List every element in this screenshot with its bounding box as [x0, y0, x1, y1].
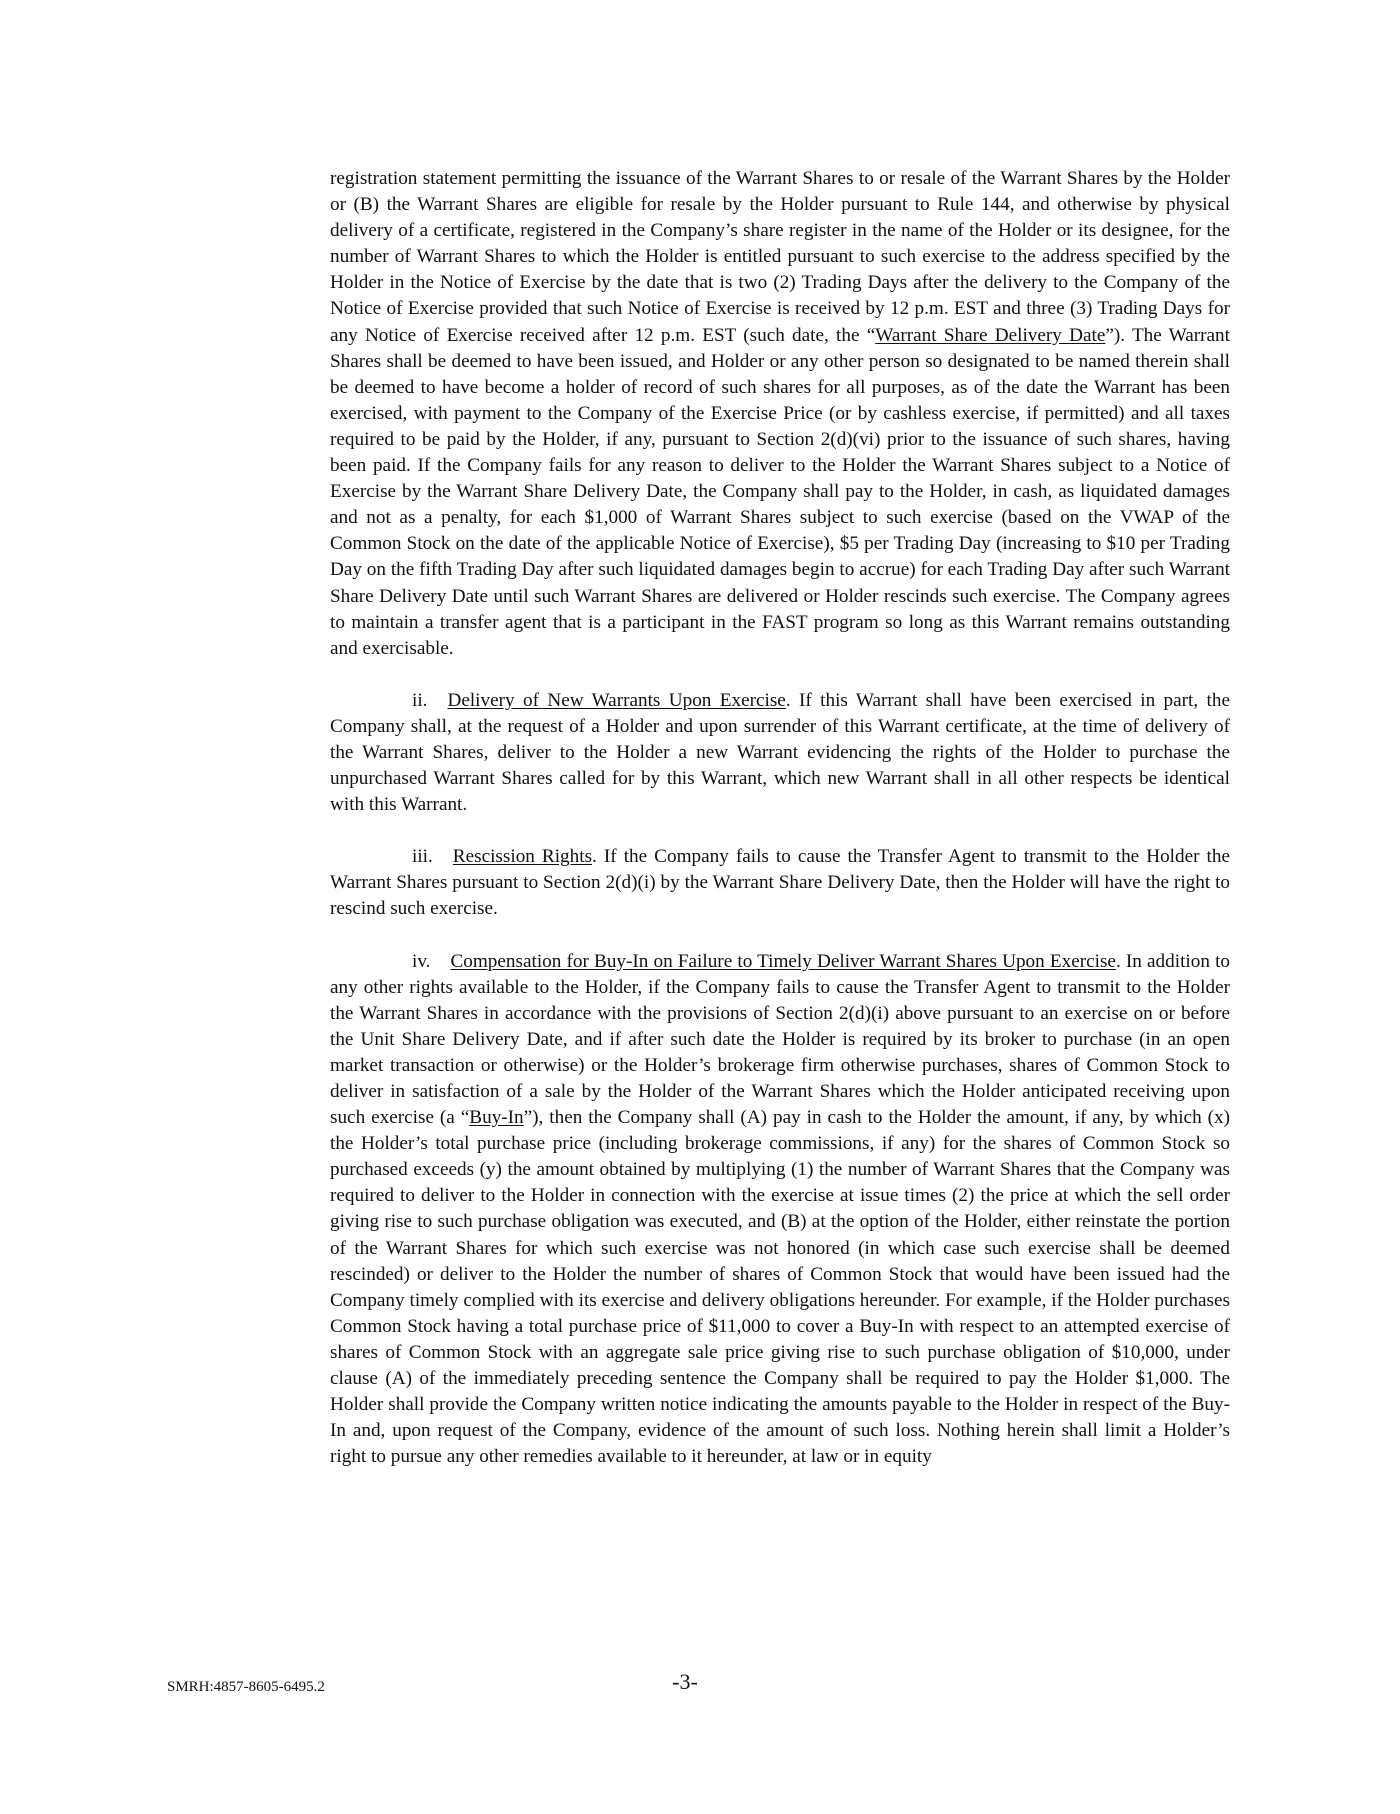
section-numeral: iii. — [412, 846, 433, 868]
paragraph-text: ”), then the Company shall (A) pay in cash to the Holder the amount, if any, by which (x) the Holder’s total purchase price (including brokerage commissions, if any) for the shares of Common Stock so purchased exceeds (y) the amount obtained by multiplying (1) the number of Warrant Shares that the Company was required to deliver to the Holder in connection with the exercise at issue times (2) the price at which the sell order giving rise to such purchase obligation was executed, and (B) at the option of the Holder, either reinstate the portion of the Warrant Shares for which such exercise was not honored (in which case such exercise shall be deemed rescinded) or deliver to the Holder the number of shares of Common Stock that would have been issued had the Company timely complied with its exercise and delivery obligations hereunder. For example, if the Holder purchases Common Stock having a total purchase price of $11,000 to cover a Buy-In with respect to an attempted exercise of shares of Common Stock with an aggregate sale price giving rise to such purchase obligation of $10,000, under clause (A) of the immediately preceding sentence the Company shall be required to pay the Holder $1,000. The Holder shall provide the Company written notice indicating the amounts payable to the Holder in respect of the Buy-In and, upon request of the Company, evidence of the amount of such loss. Nothing herein shall limit a Holder’s right to pursue any other remedies available to it hereunder, at law or in equity — [330, 1107, 1230, 1468]
document-body — [330, 166, 1230, 1470]
paragraph-text: ”). The Warrant Shares shall be deemed to have been issued, and Holder or any other person so designated to be named therein shall be deemed to have become a holder of record of such shares for all purposes, as of the date the Warrant has been exercised, with payment to the Company of the Exercise Price (or by cashless exercise, if permitted) and all taxes required to be paid by the Holder, if any, pursuant to Section 2(d)(vi) prior to the issuance of such shares, having been paid. If the Company fails for any reason to deliver to the Holder the Warrant Shares subject to a Notice of Exercise by the Warrant Share Delivery Date, the Company shall pay to the Holder, in cash, as liquidated damages and not as a penalty, for each $1,000 of Warrant Shares subject to such exercise (based on the VWAP of the Common Stock on the date of the applicable Notice of Exercise), $5 per Trading Day (increasing to $10 per Trading Day on the fifth Trading Day after such liquidated damages begin to accrue) for each Trading Day after such Warrant Share Delivery Date until such Warrant Shares are delivered or Holder rescinds such exercise. The Company agrees to maintain a transfer agent that is a participant in the FAST program so long as this Warrant remains outstanding and exercisable. — [330, 324, 1230, 659]
paragraph-buy-in-compensation — [330, 949, 1230, 1471]
paragraph-text: . If the Company fails to cause the Transfer Agent to transmit to the Holder the Warrant Shares pursuant to Section 2(d)(i) by the Warrant Share Delivery Date, then the Holder will have the right to rescind such exercise. — [330, 846, 1230, 920]
page-number: -3- — [672, 1669, 698, 1694]
defined-term-warrant-share-delivery-date: Warrant Share Delivery Date — [875, 324, 1106, 346]
section-numeral: ii. — [412, 689, 428, 711]
section-heading: Rescission Rights — [452, 846, 593, 868]
defined-term-buy-in: Buy-In — [469, 1107, 524, 1129]
paragraph-delivery-continued — [330, 166, 1230, 662]
section-heading: Delivery of New Warrants Upon Exercise — [447, 689, 786, 711]
section-numeral: iv. — [412, 950, 431, 972]
paragraph-delivery-of-new-warrants — [330, 688, 1230, 818]
footer-document-id: SMRH:4857-8605-6495.2 — [167, 1679, 325, 1695]
paragraph-text: registration statement permitting the issuance of the Warrant Shares to or resale of the Warrant Shares by the Holder or (B) the Warrant Shares are eligible for resale by the Holder pursuant to Rule 144, and otherwise by physical delivery of a certificate, registered in the Company’s share register in the name of the Holder or its designee, for the number of Warrant Shares to which the Holder is entitled pursuant to such exercise to the address specified by the Holder in the Notice of Exercise by the date that is two (2) Trading Days after the delivery to the Company of the Notice of Exercise provided that such Notice of Exercise is received by 12 p.m. EST and three (3) Trading Days for any Notice of Exercise received after 12 p.m. EST (such date, the “ — [330, 168, 1230, 346]
paragraph-rescission-rights — [330, 844, 1230, 922]
paragraph-text: . In addition to any other rights available to the Holder, if the Company fails to cause the Transfer Agent to transmit to the Holder the Warrant Shares in accordance with the provisions of Section 2(d)(i) above pursuant to an exercise on or before the Unit Share Delivery Date, and if after such date the Holder is required by its broker to purchase (in an open market transaction or otherwise) or the Holder’s brokerage firm otherwise purchases, shares of Common Stock to deliver in satisfaction of a sale by the Holder of the Warrant Shares which the Holder anticipated receiving upon such exercise (a “ — [330, 950, 1231, 1129]
section-heading: Compensation for Buy-In on Failure to Timely Deliver Warrant Shares Upon Exercise — [450, 950, 1116, 972]
paragraph-text: . If this Warrant shall have been exercised in part, the Company shall, at the request of a Holder and upon surrender of this Warrant certificate, at the time of delivery of the Warrant Shares, deliver to the Holder a new Warrant evidencing the rights of the Holder to purchase the unpurchased Warrant Shares called for by this Warrant, which new Warrant shall in all other respects be identical with this Warrant. — [330, 689, 1230, 816]
footer-page-number-wrapper — [0, 1669, 1400, 1695]
